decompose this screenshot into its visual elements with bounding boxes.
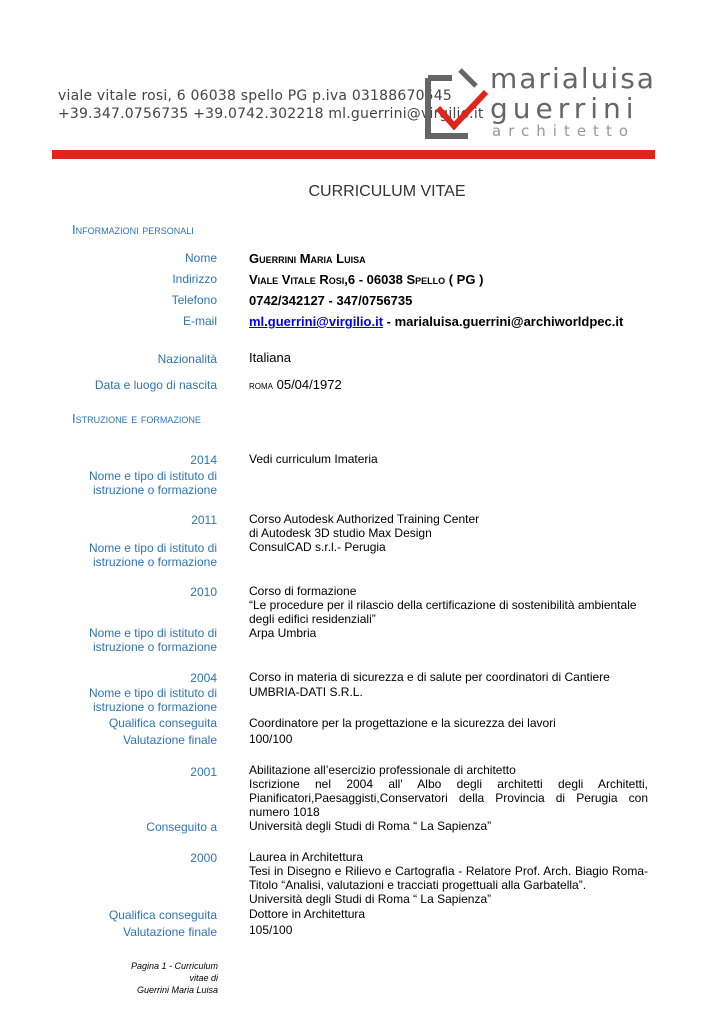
section-education-heading: Istruzione e formazione [72, 411, 201, 426]
label-nascita: Data e luogo di nascita [94, 378, 217, 392]
edu-2010-line2: “Le procedure per il rilascio della certificazione di sostenibilità ambientale [249, 598, 637, 612]
edu-2010-line4: Arpa Umbria [249, 626, 317, 640]
value-indirizzo: Viale Vitale Rosi,6 - 06038 Spello ( PG ) [249, 272, 484, 287]
email-link[interactable]: ml.guerrini@virgilio.it [249, 314, 384, 329]
label-indirizzo: Indirizzo [172, 272, 217, 286]
edu-2011-line1: Corso Autodesk Authorized Training Center [249, 512, 480, 526]
edu-2001-conseguito-value: Università degli Studi di Roma “ La Sapienza” [249, 819, 492, 833]
logo-name-last: guerrini [490, 92, 639, 125]
edu-2000-line2: Tesi in Disegno e Rilievo e Cartografia - Relatore Prof. Arch. Biagio Roma- Titolo “Analisi, valutazioni e tracciati progettuali alla Garbatella”. [249, 864, 648, 892]
logo-profession: architetto [492, 122, 636, 140]
header-red-bar [52, 150, 655, 159]
edu-2004-valutazione-label: Valutazione finale [123, 733, 217, 747]
edu-2000-qualifica-label: Qualifica conseguita [108, 908, 217, 922]
edu-2000-line3: Università degli Studi di Roma “ La Sapienza” [249, 892, 492, 906]
edu-2000-valutazione-value: 105/100 [249, 923, 293, 937]
value-nascita [249, 378, 342, 393]
value-telefono: 0742/342127 - 347/0756735 [249, 293, 413, 308]
header-contacts: +39.347.0756735 +39.0742.302218 ml.guerrini@virgilio.it [58, 106, 484, 122]
label-nazionalita: Nazionalità [157, 352, 217, 366]
value-nazionalita: Italiana [249, 350, 291, 365]
edu-2004-label: Nome e tipo di istituto di istruzione o formazione [88, 686, 217, 714]
edu-2010-year: 2010 [190, 585, 217, 599]
edu-2010-line1: Corso di formazione [249, 584, 357, 598]
edu-2001-conseguito-label: Conseguito a [146, 820, 217, 834]
edu-2011-line3: ConsulCAD s.r.l.- Perugia [249, 540, 386, 554]
edu-2004-valutazione-value: 100/100 [249, 732, 293, 746]
edu-2014-label: Nome e tipo di istituto di istruzione o formazione [88, 469, 217, 497]
edu-2004-inst: UMBRIA-DATI S.R.L. [249, 685, 363, 699]
edu-2014-year: 2014 [190, 453, 217, 467]
edu-2000-year: 2000 [190, 851, 217, 865]
edu-2000-qualifica-value: Dottore in Architettura [249, 907, 366, 921]
edu-2004-year: 2004 [190, 671, 217, 685]
value-nascita-data: 05/04/1972 [273, 377, 342, 392]
label-telefono: Telefono [171, 293, 217, 307]
value-nascita-luogo: roma [249, 380, 273, 392]
footer-line1: Pagina 1 - Curriculum vitae di [130, 961, 218, 983]
page-title: CURRICULUM VITAE [308, 183, 466, 200]
edu-2004-text: Corso in materia di sicurezza e di salute per coordinatori di Cantiere [249, 670, 610, 684]
header-address: viale vitale rosi, 6 06038 spello PG p.iva 03188670545 [58, 88, 452, 104]
logo-name-first: marialuisa [490, 62, 656, 95]
label-email: E-mail [182, 314, 217, 328]
edu-2004-qualifica-value: Coordinatore per la progettazione e la sicurezza dei lavori [249, 716, 556, 730]
edu-2014-text: Vedi curriculum Imateria [249, 452, 378, 466]
value-email [249, 314, 623, 329]
value-email-pec: - marialuisa.guerrini@archiworldpec.it [383, 314, 624, 329]
edu-2011-year: 2011 [191, 513, 217, 527]
label-nome: Nome [184, 251, 217, 265]
edu-2011-line2: di Autodesk 3D studio Max Design [249, 526, 432, 540]
section-personal-heading: Informazioni personali [72, 222, 194, 237]
edu-2001-line1: Abilitazione all’esercizio professionale di architetto [249, 763, 516, 777]
footer-page-info [110, 960, 218, 996]
edu-2010-line3: degli edifici residenziali” [249, 612, 376, 626]
value-nome: Guerrini Maria Luisa [249, 251, 366, 266]
edu-2000-valutazione-label: Valutazione finale [123, 925, 217, 939]
footer-line2: Guerrini Maria Luisa [136, 985, 218, 995]
logo-mark [420, 66, 492, 144]
edu-2001-line2: Iscrizione nel 2004 all' Albo degli architetti degli Architetti, Pianificatori,Paesaggisti,Conservatori della Provincia di Perugia con numero 1018 [249, 777, 648, 819]
edu-2010-label: Nome e tipo di istituto di istruzione o formazione [88, 626, 217, 654]
edu-2004-qualifica-label: Qualifica conseguita [108, 716, 217, 730]
edu-2000-line1: Laurea in Architettura [249, 850, 364, 864]
edu-2001-year: 2001 [190, 765, 217, 779]
edu-2011-label: Nome e tipo di istituto di istruzione o formazione [88, 541, 217, 569]
